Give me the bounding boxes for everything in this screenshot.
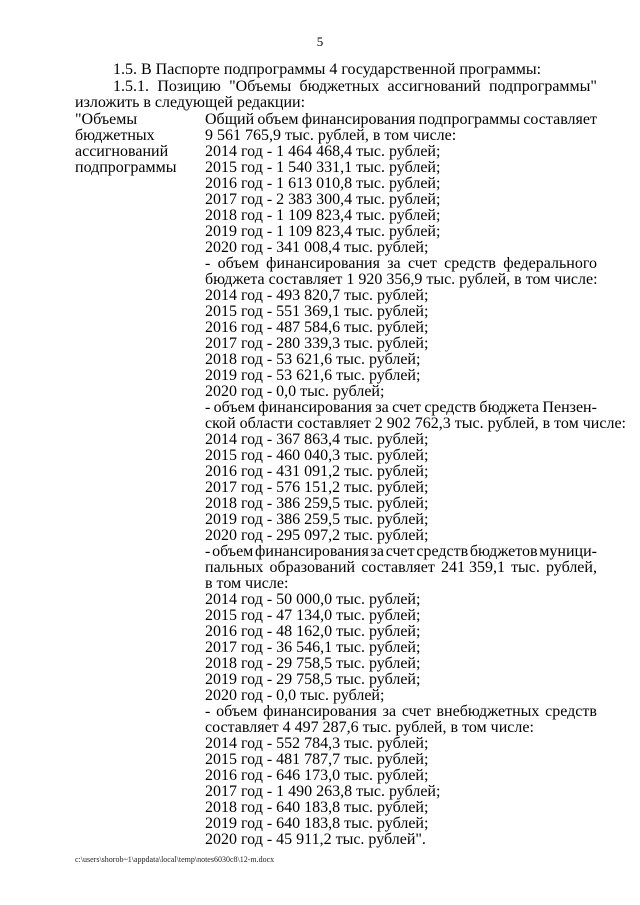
intro-word: подпрограммы" [488,78,597,95]
year-line: 2019 год - 640 183,8 тыс. рублей; [205,815,429,832]
word: счет [392,399,421,416]
municipal-amount-line [205,560,597,576]
word: объем [213,399,255,416]
municipal-intro-line [205,544,597,560]
intro-line-2-row [113,79,597,95]
word: финансирования [258,399,372,416]
year-line: 2019 год - 386 259,5 тыс. рублей; [205,511,429,528]
position-label [75,112,200,176]
word: объем [212,543,254,560]
year-line: 2014 год - 367 863,4 тыс. рублей; [205,431,429,448]
word: за [387,255,401,272]
word: счет [385,543,415,560]
year-line: 2017 год - 280 339,3 тыс. рублей; [205,335,429,352]
word: - [205,543,211,560]
word: - [205,399,211,416]
word: составляет [361,559,435,576]
year-line: 2016 год - 1 613 010,8 тыс. рублей; [205,175,441,192]
word: счет [407,255,437,272]
regional-amount-line: ской области составляет 2 902 762,3 тыс. рублей, в том числе: [205,415,626,432]
page-number: 5 [316,34,324,49]
word: федерального [503,255,597,272]
federal-amount-line: бюджета составляет 1 920 356,9 тыс. рублей, в том числе: [205,271,598,288]
year-line: 2020 год - 0,0 тыс. рублей; [205,687,385,704]
word: внебюджетных [436,703,540,720]
word: муници- [539,543,597,560]
word: средств [416,543,469,560]
intro-word: бюджетных [299,78,380,95]
label-line: "Объемы [75,111,138,128]
financing-content [205,111,626,848]
federal-intro-line [205,256,597,272]
intro-word: Позицию [157,78,221,95]
word: пальных [205,559,264,576]
word: за [370,543,384,560]
intro-line-1: 1.5. В Паспорте подпрограммы 4 государственной программы: [113,61,542,78]
word: счет [401,703,431,720]
year-line: 2018 год - 640 183,8 тыс. рублей; [205,799,429,816]
word: объем [257,111,299,128]
year-line: 2017 год - 2 383 300,4 тыс. рублей; [205,191,441,208]
year-line: 2020 год - 45 911,2 тыс. рублей". [205,831,426,848]
word: - [205,255,211,272]
file-path-footer: c:\users\shorob~1\appdata\local\temp\notes6030c8\12-m.docx [75,855,275,864]
label-line: бюджетных [75,127,155,144]
year-line: 2019 год - 29 758,5 тыс. рублей; [205,671,421,688]
year-line: 2016 год - 48 162,0 тыс. рублей; [205,623,421,640]
word: финансирования [255,543,369,560]
year-line: 2015 год - 551 369,1 тыс. рублей; [205,303,429,320]
intro-word: "Объемы [229,78,292,95]
word: за [375,399,389,416]
year-line: 2018 год - 386 259,5 тыс. рублей; [205,495,429,512]
total-intro-line [205,112,597,128]
extrabudget-amount-line: составляет 4 497 287,6 тыс. рублей, в том числе: [205,719,534,736]
word: рублей, [546,559,597,576]
year-line: 2017 год - 1 490 263,8 тыс. рублей; [205,783,441,800]
year-line: 2019 год - 53 621,6 тыс. рублей; [205,367,421,384]
year-line: 2014 год - 493 820,7 тыс. рублей; [205,287,429,304]
year-line: 2020 год - 341 008,4 тыс. рублей; [205,239,429,256]
year-line: 2017 год - 576 151,2 тыс. рублей; [205,479,429,496]
word: - [205,703,211,720]
word: объем [216,703,258,720]
year-line: 2018 год - 53 621,6 тыс. рублей; [205,351,421,368]
year-line: 2016 год - 431 091,2 тыс. рублей; [205,463,429,480]
word: бюджетов [469,543,538,560]
year-line: 2018 год - 29 758,5 тыс. рублей; [205,655,421,672]
year-line: 2014 год - 50 000,0 тыс. рублей; [205,591,421,608]
label-line: ассигнований [75,143,169,160]
intro-word: 1.5.1. [113,78,149,95]
word: бюджета [479,399,540,416]
year-line: 2016 год - 487 584,6 тыс. рублей; [205,319,429,336]
year-line: 2018 год - 1 109 823,4 тыс. рублей; [205,207,441,224]
word: финансирования [266,255,380,272]
year-line: 2016 год - 646 173,0 тыс. рублей; [205,767,429,784]
year-line: 2015 год - 1 540 331,1 тыс. рублей; [205,159,441,176]
extrabudget-intro-line [205,704,597,720]
label-line: подпрограммы [75,159,177,176]
intro-line-2 [113,79,597,95]
total-amount-line: 9 561 765,9 тыс. рублей, в том числе: [205,127,457,144]
word: Пензен- [542,399,597,416]
word: 241 359,1 [440,559,505,576]
word: Общий [205,111,255,128]
word: составляет [523,111,597,128]
year-line: 2020 год - 295 097,2 тыс. рублей; [205,527,429,544]
municipal-tail-line: в том числе: [205,575,289,592]
word: финансирования [301,111,416,128]
word: тыс. [511,559,540,576]
word: средств [545,703,597,720]
word: образований [269,559,356,576]
word: подпрограммы [418,111,521,128]
year-line: 2014 год - 1 464 468,4 тыс. рублей; [205,143,441,160]
year-line: 2017 год - 36 546,1 тыс. рублей; [205,639,421,656]
word: за [382,703,397,720]
word: финансирования [263,703,377,720]
year-line: 2015 год - 460 040,3 тыс. рублей; [205,447,429,464]
year-line: 2015 год - 481 787,7 тыс. рублей; [205,751,429,768]
regional-intro-line [205,400,597,416]
word: объем [217,255,259,272]
word: средств [444,255,496,272]
intro-word: ассигнований [387,78,481,95]
year-line: 2020 год - 0,0 тыс. рублей; [205,383,385,400]
intro-line-3: изложить в следующей редакции: [75,94,306,111]
year-line: 2015 год - 47 134,0 тыс. рублей; [205,607,421,624]
year-line: 2014 год - 552 784,3 тыс. рублей; [205,735,429,752]
year-line: 2019 год - 1 109 823,4 тыс. рублей; [205,223,441,240]
word: средств [424,399,477,416]
